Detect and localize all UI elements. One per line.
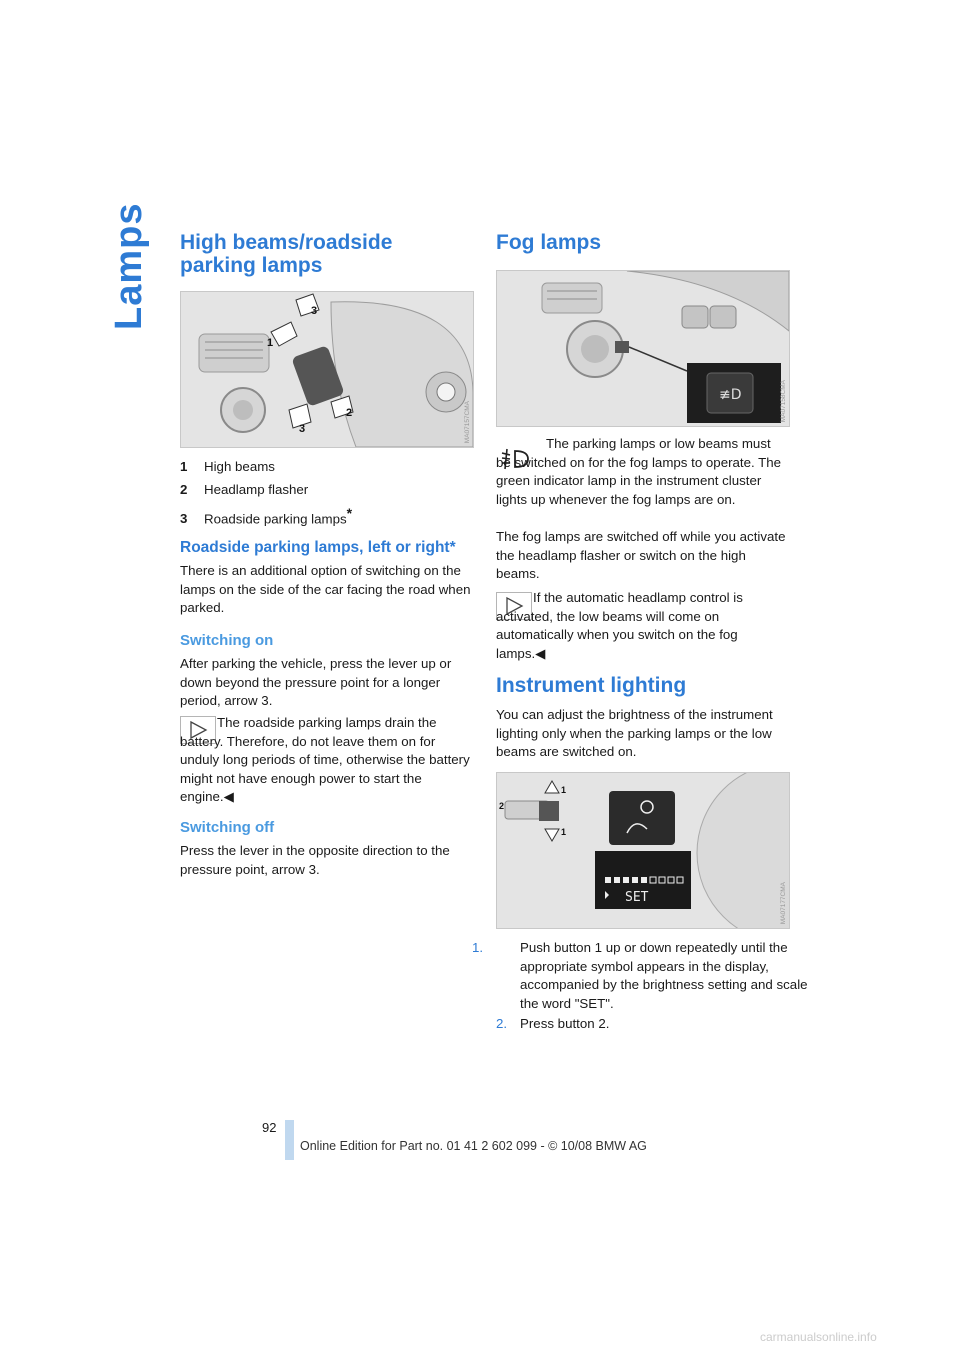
- svg-text:3: 3: [299, 423, 306, 435]
- svg-text:1: 1: [561, 827, 567, 837]
- fog-lamps-off-text: The fog lamps are switched off while you activate the headlamp flasher or switch on the high beams.: [496, 529, 786, 582]
- svg-text:2: 2: [346, 407, 353, 419]
- auto-headlamp-note: If the automatic headlamp control is activated, the low beams will come on automatically when you switch on the fog lamps.◀: [496, 590, 743, 661]
- figure-code: MA07157CMA: [464, 400, 471, 443]
- legend-item: [180, 458, 275, 476]
- legend-number: 3: [180, 511, 188, 527]
- legend-text: Headlamp flasher: [204, 482, 309, 497]
- instrument-lighting-figure: [496, 772, 790, 929]
- caution-text: The roadside parking lamps drain the battery. Therefore, do not leave them on for unduly long periods of time, otherwise the battery might not have enough power to start the engine.◀: [180, 715, 470, 805]
- legend-text: Roadside parking lamps: [204, 511, 347, 527]
- legend-item: [180, 481, 308, 499]
- fog-lamps-figure: [496, 270, 790, 427]
- legend-text: High beams: [204, 459, 275, 474]
- roadside-intro: There is an additional option of switching on the lamps on the side of the car facing the road when parked.: [180, 563, 471, 616]
- display-set-label: SET: [625, 890, 649, 905]
- page-number: 92: [262, 1120, 277, 1135]
- svg-text:1: 1: [267, 337, 274, 349]
- fog-lamps-heading: Fog lamps: [496, 231, 602, 254]
- figure-code: MA07177CMA: [780, 881, 787, 924]
- instrument-lighting-heading: Instrument lighting: [496, 674, 687, 697]
- switching-on-text: After parking the vehicle, press the lever up or down beyond the pressure point for a longer period, arrow 3.: [180, 656, 452, 709]
- optional-equipment-star: *: [346, 505, 353, 521]
- switching-off-text: Press the lever in the opposite direction to the pressure point, arrow 3.: [180, 843, 450, 877]
- section-tab-label: Lamps: [108, 202, 150, 330]
- footer-bar: [285, 1120, 294, 1160]
- section-tab: [108, 202, 158, 340]
- step-number: 1.: [472, 940, 484, 955]
- svg-text:2: 2: [499, 801, 505, 811]
- steering-lever-illustration: [181, 292, 473, 447]
- instrument-display-illustration: [497, 773, 789, 928]
- step-text: Push button 1 up or down repeatedly until the appropriate symbol appears in the display, accompanied by the brightness setting and scale the word "SET".: [520, 940, 808, 1011]
- svg-text:1: 1: [561, 785, 567, 795]
- svg-text:≢D: ≢D: [719, 387, 742, 403]
- roadside-parking-heading: Roadside parking lamps, left or right*: [180, 539, 456, 556]
- instrument-lighting-text: You can adjust the brightness of the instrument lighting only when the parking lamps or the low beams are switched on.: [496, 707, 773, 760]
- step-item: [496, 1015, 609, 1033]
- high-beams-heading: High beams/roadside parking lamps: [180, 231, 393, 277]
- edition-note: Online Edition for Part no. 01 41 2 602 099 - © 10/08 BMW AG: [300, 1139, 647, 1153]
- high-beams-figure: [180, 291, 474, 448]
- step-item: [472, 939, 812, 1013]
- legend-number: 2: [180, 482, 188, 497]
- legend-item: [180, 504, 352, 528]
- watermark: carmanualsonline.info: [760, 1330, 877, 1344]
- switching-off-heading: Switching off: [180, 819, 275, 836]
- legend-number: 1: [180, 459, 188, 474]
- step-number: 2.: [496, 1016, 508, 1031]
- fog-switch-illustration: [497, 271, 789, 426]
- svg-text:3: 3: [311, 305, 318, 317]
- fog-lamps-text: The parking lamps or low beams must be switched on for the fog lamps to operate. The green indicator lamp in the instrument cluster lights up whenever the fog lamps are on.: [496, 436, 782, 507]
- figure-code: MA07158CMA: [780, 379, 787, 422]
- switching-on-heading: Switching on: [180, 632, 274, 649]
- step-text: Press button 2.: [520, 1016, 610, 1031]
